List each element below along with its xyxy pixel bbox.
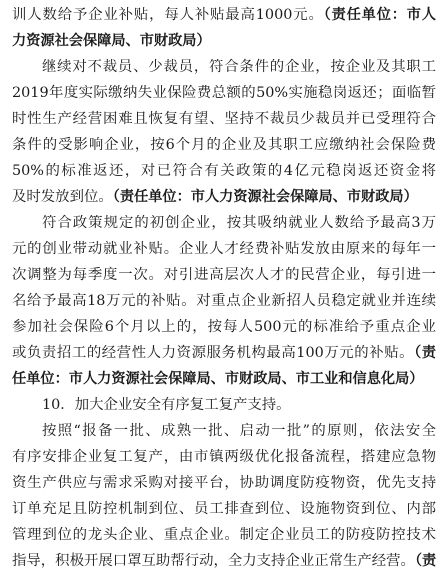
text-line: 元的创业带动就业补贴。企业人才经费补贴发放由原来的每年一 <box>12 241 436 257</box>
text-line: 管理到位的龙头企业、重点企业。制定企业员工的防疫防控技术 <box>12 527 436 543</box>
paragraph-start-line: 按照“报备一批、成熟一批、启动一批”的原则，依法安全 <box>42 423 436 439</box>
paragraph-start-line: 符合政策规定的初创企业，按其吸纳就业人数给予最高3万 <box>42 215 436 231</box>
text-line: 力资源社会保障局、市财政局） <box>12 33 211 49</box>
text-line: 及时发放到位。（责任单位：市人力资源社会保障局、市财政局） <box>12 189 418 205</box>
text-line: 或负责招工的经营性人力资源服务机构最高100万元的补贴。（责 <box>12 345 436 361</box>
text-line: 资生产供应与需求采购对接平台，协助调度防疫物资，优先支持 <box>12 475 436 491</box>
text-line: 训人数给予企业补贴，每人补贴最高1000元。（责任单位：市人 <box>12 7 436 23</box>
text-line: 指导，积极开展口罩互助帮行动，全力支持企业正常生产经营。（责 <box>12 553 436 569</box>
section-heading: 10．加大企业安全有序复工复产支持。 <box>42 397 291 413</box>
text-line: 次调整为每季度一次。对引进高层次人才的民营企业，每引进一 <box>12 267 436 283</box>
text-line: 条件的受影响企业，按6个月的企业及其职工应缴纳社会保险费 <box>12 137 436 153</box>
text-line: 任单位：市人力资源社会保障局、市财政局、市工业和信息化局） <box>12 371 424 387</box>
text-line: 名给予最高18万元的补贴。对重点企业新招人员稳定就业并连续 <box>12 293 436 309</box>
paragraph-start-line: 继续对不裁员、少裁员，符合条件的企业，按企业及其职工 <box>42 59 436 75</box>
text-line: 参加社会保险6个月以上的，按每人500元的标准给予重点企业 <box>12 319 436 335</box>
text-line: 50%的标准返还，对已符合有关政策的4亿元稳岗返还资金将 <box>12 163 436 179</box>
text-line: 有序安排企业复工复产，由市镇两级优化报备流程，搭建应急物 <box>12 449 436 465</box>
text-line: 2019年度实际缴纳失业保险费总额的50%实施稳岗返还；面临暂 <box>12 85 436 101</box>
text-line: 订单充足且防控机制到位、员工排查到位、设施物资到位、内部 <box>12 501 436 517</box>
text-line: 时性生产经营困难且恢复有望、坚持不裁员少裁员并已受理符合 <box>12 111 436 127</box>
